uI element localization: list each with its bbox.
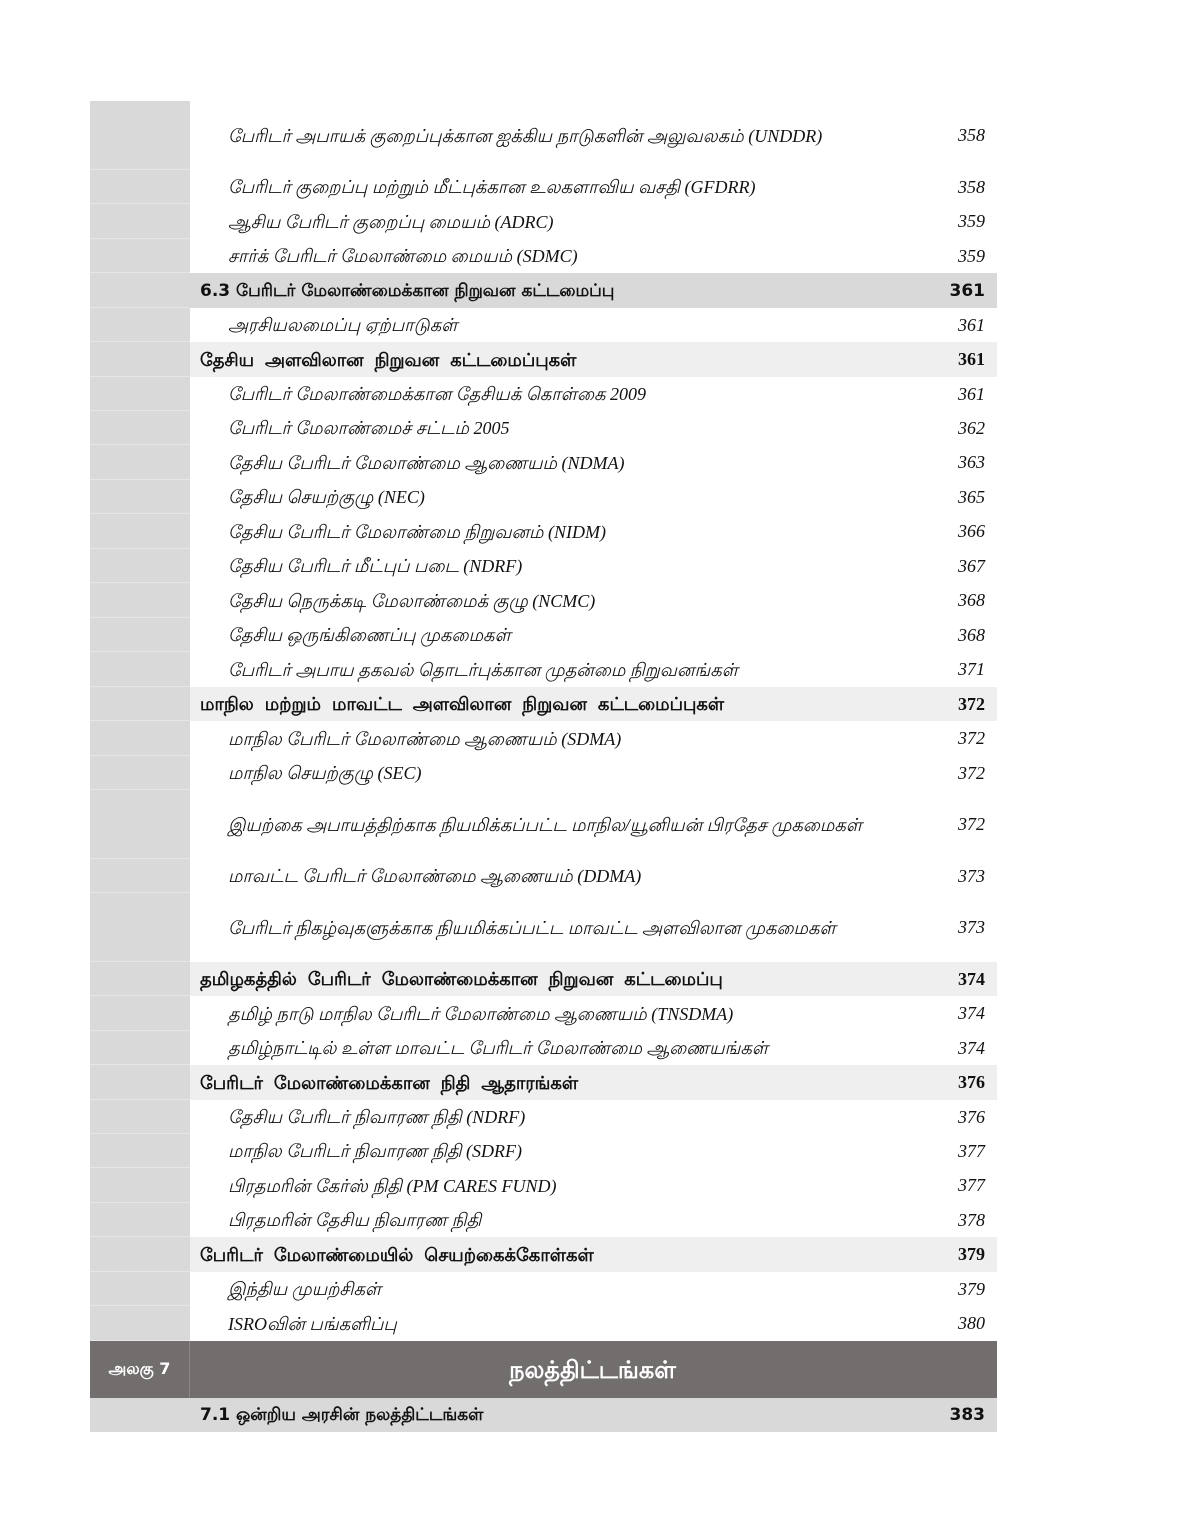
entry-title: இயற்கை அபாயத்திற்காக நியமிக்கப்பட்ட மாநில/யூனியன் பிரதேச முகமைகள்: [228, 814, 863, 835]
entry-page: 358: [958, 176, 985, 197]
toc-section-6-3[interactable]: [90, 273, 997, 308]
toc-entry-tnsdma[interactable]: [90, 996, 997, 1031]
toc-heading-tamilnadu-structure[interactable]: [90, 962, 997, 996]
left-column-cell: [90, 859, 190, 893]
left-column-cell: [90, 342, 190, 377]
left-column-cell: [90, 721, 190, 756]
entry-page: 371: [958, 659, 985, 679]
toc-entry-ncmc[interactable]: [90, 583, 997, 618]
entry-title: பேரிடர் மேலாண்மைக்கான தேசியக் கொள்கை 2009: [228, 384, 647, 404]
entry-title: தேசிய ஒருங்கிணைப்பு முகமைகள்: [228, 625, 511, 645]
heading-page: 372: [958, 693, 985, 714]
heading-page: 374: [958, 968, 985, 989]
toc-section-7-1[interactable]: [90, 1398, 997, 1432]
left-column-cell: [90, 445, 190, 480]
left-column-cell: [90, 480, 190, 514]
entry-page: 359: [958, 211, 985, 231]
left-column-cell: [90, 377, 190, 411]
entry-title: இந்திய முயற்சிகள்: [228, 1279, 382, 1299]
entry-page: 376: [958, 1106, 985, 1127]
left-column-cell: [90, 1272, 190, 1306]
entry-page: 379: [958, 1278, 985, 1299]
section-page: 383: [949, 1405, 985, 1425]
left-column-cell: [90, 1398, 190, 1432]
toc-entry-tn-ddmas[interactable]: [90, 1031, 997, 1065]
toc-entry-sdma[interactable]: [90, 721, 997, 756]
entry-title: தேசிய பேரிடர் மேலாண்மை நிறுவனம் (NIDM): [228, 521, 607, 542]
left-column-cell: [90, 618, 190, 652]
entry-page: 363: [958, 452, 985, 472]
left-column-cell: [90, 1100, 190, 1134]
entry-page: 359: [958, 245, 985, 266]
entry-page: 368: [958, 590, 985, 610]
entry-title: மாநில பேரிடர் நிவாரண நிதி (SDRF): [228, 1141, 522, 1161]
toc-heading-state-district-structures[interactable]: [90, 687, 997, 721]
left-column-cell: [90, 549, 190, 583]
left-column-cell: [90, 1065, 190, 1100]
entry-page: 378: [958, 1209, 985, 1230]
left-column-cell: [90, 962, 190, 996]
toc-heading-satellites[interactable]: [90, 1237, 997, 1272]
toc-entry-national-coordination-agencies[interactable]: [90, 618, 997, 652]
toc-entry-pm-cares[interactable]: [90, 1168, 997, 1203]
toc-entry-nidm[interactable]: [90, 514, 997, 549]
entry-title: தேசிய பேரிடர் மீட்புப் படை (NDRF): [228, 556, 523, 576]
entry-page: 372: [958, 814, 985, 834]
toc-entry-ndrf[interactable]: [90, 549, 997, 583]
left-column-cell: [90, 411, 190, 445]
toc-entry-district-agencies[interactable]: [90, 893, 997, 962]
left-column-cell: [90, 687, 190, 721]
left-column-cell: [90, 170, 190, 204]
toc-entry-sdrf-fund[interactable]: [90, 1134, 997, 1168]
section-title: 7.1 ஒன்றிய அரசின் நலத்திட்டங்கள்: [200, 1405, 484, 1425]
entry-title: ISROவின் பங்களிப்பு: [228, 1313, 397, 1334]
toc-entry-isro-contribution[interactable]: [90, 1306, 997, 1341]
toc-entry-unddr[interactable]: [90, 101, 997, 170]
entry-title: தேசிய நெருக்கடி மேலாண்மைக் குழு (NCMC): [228, 590, 596, 611]
toc-entry-state-ut-agencies[interactable]: [90, 790, 997, 859]
entry-title: பேரிடர் நிகழ்வுகளுக்காக நியமிக்கப்பட்ட மாவட்ட அளவிலான முகமைகள்: [228, 917, 836, 938]
entry-page: 361: [958, 383, 985, 404]
toc-unit-7[interactable]: [90, 1341, 997, 1398]
entry-title: பேரிடர் அபாயக் குறைப்புக்கான ஐக்கிய நாடுகளின் அலுவலகம் (UNDDR): [228, 125, 823, 146]
toc-entry-dm-act-2005[interactable]: [90, 411, 997, 445]
left-column-cell: [90, 239, 190, 273]
entry-page: 362: [958, 417, 985, 438]
unit-title: நலத்திட்டங்கள்: [509, 1355, 676, 1384]
section-title: 6.3 பேரிடர் மேலாண்மைக்கான நிறுவன கட்டமைப்பு: [200, 280, 615, 301]
entry-title: மாநில பேரிடர் மேலாண்மை ஆணையம் (SDMA): [228, 728, 622, 749]
entry-page: 372: [958, 728, 985, 748]
heading-page: 361: [958, 349, 985, 369]
toc-entry-nec[interactable]: [90, 480, 997, 514]
table-of-contents: [90, 101, 997, 1432]
left-column-cell: [90, 1203, 190, 1237]
entry-title: மாவட்ட பேரிடர் மேலாண்மை ஆணையம் (DDMA): [228, 866, 642, 886]
entry-page: 361: [958, 314, 985, 335]
left-column-cell: [90, 273, 190, 308]
entry-page: 374: [958, 1037, 985, 1058]
entry-page: 377: [958, 1175, 985, 1195]
toc-entry-adrc[interactable]: [90, 204, 997, 239]
entry-title: ஆசிய பேரிடர் குறைப்பு மையம் (ADRC): [228, 211, 554, 232]
entry-title: தமிழ்நாட்டில் உள்ள மாவட்ட பேரிடர் மேலாண்மை ஆணையங்கள்: [228, 1038, 769, 1058]
toc-entry-nodal-agencies[interactable]: [90, 652, 997, 687]
toc-heading-funding-sources[interactable]: [90, 1065, 997, 1100]
entry-page: 365: [958, 486, 985, 507]
entry-page: 373: [958, 865, 985, 886]
left-column-cell: [90, 1031, 190, 1065]
toc-entry-constitutional-provisions[interactable]: [90, 308, 997, 342]
toc-entry-ndma[interactable]: [90, 445, 997, 480]
left-column-cell: [90, 790, 190, 859]
entry-page: 372: [958, 762, 985, 783]
toc-heading-national-structures[interactable]: [90, 342, 997, 377]
entry-title: பேரிடர் மேலாண்மைச் சட்டம் 2005: [228, 418, 510, 438]
heading-title: தமிழகத்தில் பேரிடர் மேலாண்மைக்கான நிறுவன கட்டமைப்பு: [200, 969, 723, 989]
heading-title: மாநில மற்றும் மாவட்ட அளவிலான நிறுவன கட்டமைப்புகள்: [200, 694, 725, 714]
entry-title: சார்க் பேரிடர் மேலாண்மை மையம் (SDMC): [228, 246, 578, 266]
left-column-cell: [90, 652, 190, 687]
heading-page: 376: [958, 1072, 985, 1092]
toc-entry-gfdrr[interactable]: [90, 170, 997, 204]
section-page: 361: [949, 280, 985, 301]
entry-page: 377: [958, 1140, 985, 1161]
left-column-cell: [90, 308, 190, 342]
entry-title: பிரதமரின் தேசிய நிவாரண நிதி: [228, 1210, 482, 1230]
left-column-cell: [90, 1306, 190, 1341]
toc-entry-pm-national-relief[interactable]: [90, 1203, 997, 1237]
toc-entry-indian-initiatives[interactable]: [90, 1272, 997, 1306]
entry-page: 373: [958, 917, 985, 937]
left-column-cell: [90, 514, 190, 549]
entry-page: 366: [958, 521, 985, 541]
entry-page: 358: [958, 125, 985, 145]
left-column-cell: [90, 583, 190, 618]
entry-title: பேரிடர் குறைப்பு மற்றும் மீட்புக்கான உலகளாவிய வசதி (GFDRR): [228, 177, 756, 197]
entry-page: 374: [958, 1003, 985, 1023]
heading-title: தேசிய அளவிலான நிறுவன கட்டமைப்புகள்: [200, 349, 577, 370]
entry-title: மாநில செயற்குழு (SEC): [228, 763, 422, 783]
left-column-cell: [90, 1237, 190, 1272]
toc-entry-sec[interactable]: [90, 756, 997, 790]
entry-title: தேசிய செயற்குழு (NEC): [228, 487, 425, 507]
toc-entry-sdmc[interactable]: [90, 239, 997, 273]
left-column-cell: [90, 996, 190, 1031]
toc-entry-ddma[interactable]: [90, 859, 997, 893]
entry-page: 367: [958, 555, 985, 576]
entry-title: அரசியலமைப்பு ஏற்பாடுகள்: [228, 315, 458, 335]
entry-page: 368: [958, 624, 985, 645]
entry-title: பிரதமரின் கேர்ஸ் நிதி (PM CARES FUND): [228, 1175, 557, 1196]
entry-title: தேசிய பேரிடர் மேலாண்மை ஆணையம் (NDMA): [228, 452, 625, 473]
heading-title: பேரிடர் மேலாண்மையில் செயற்கைக்கோள்கள்: [200, 1244, 594, 1265]
toc-entry-national-policy-2009[interactable]: [90, 377, 997, 411]
left-column-cell: [90, 756, 190, 790]
left-column-cell: [90, 893, 190, 962]
left-column-cell: [90, 1134, 190, 1168]
left-column-cell: [90, 101, 190, 170]
entry-title: தமிழ் நாடு மாநில பேரிடர் மேலாண்மை ஆணையம் (TNSDMA): [228, 1003, 734, 1024]
entry-title: பேரிடர் அபாய தகவல் தொடர்புக்கான முதன்மை நிறுவனங்கள்: [228, 659, 738, 680]
heading-title: பேரிடர் மேலாண்மைக்கான நிதி ஆதாரங்கள்: [200, 1072, 579, 1093]
entry-title: தேசிய பேரிடர் நிவாரண நிதி (NDRF): [228, 1107, 526, 1127]
toc-entry-ndrf-fund[interactable]: [90, 1100, 997, 1134]
unit-label: அலகு 7: [90, 1341, 190, 1398]
left-column-cell: [90, 1168, 190, 1203]
entry-page: 380: [958, 1313, 985, 1333]
heading-page: 379: [958, 1244, 985, 1264]
left-column-cell: [90, 204, 190, 239]
